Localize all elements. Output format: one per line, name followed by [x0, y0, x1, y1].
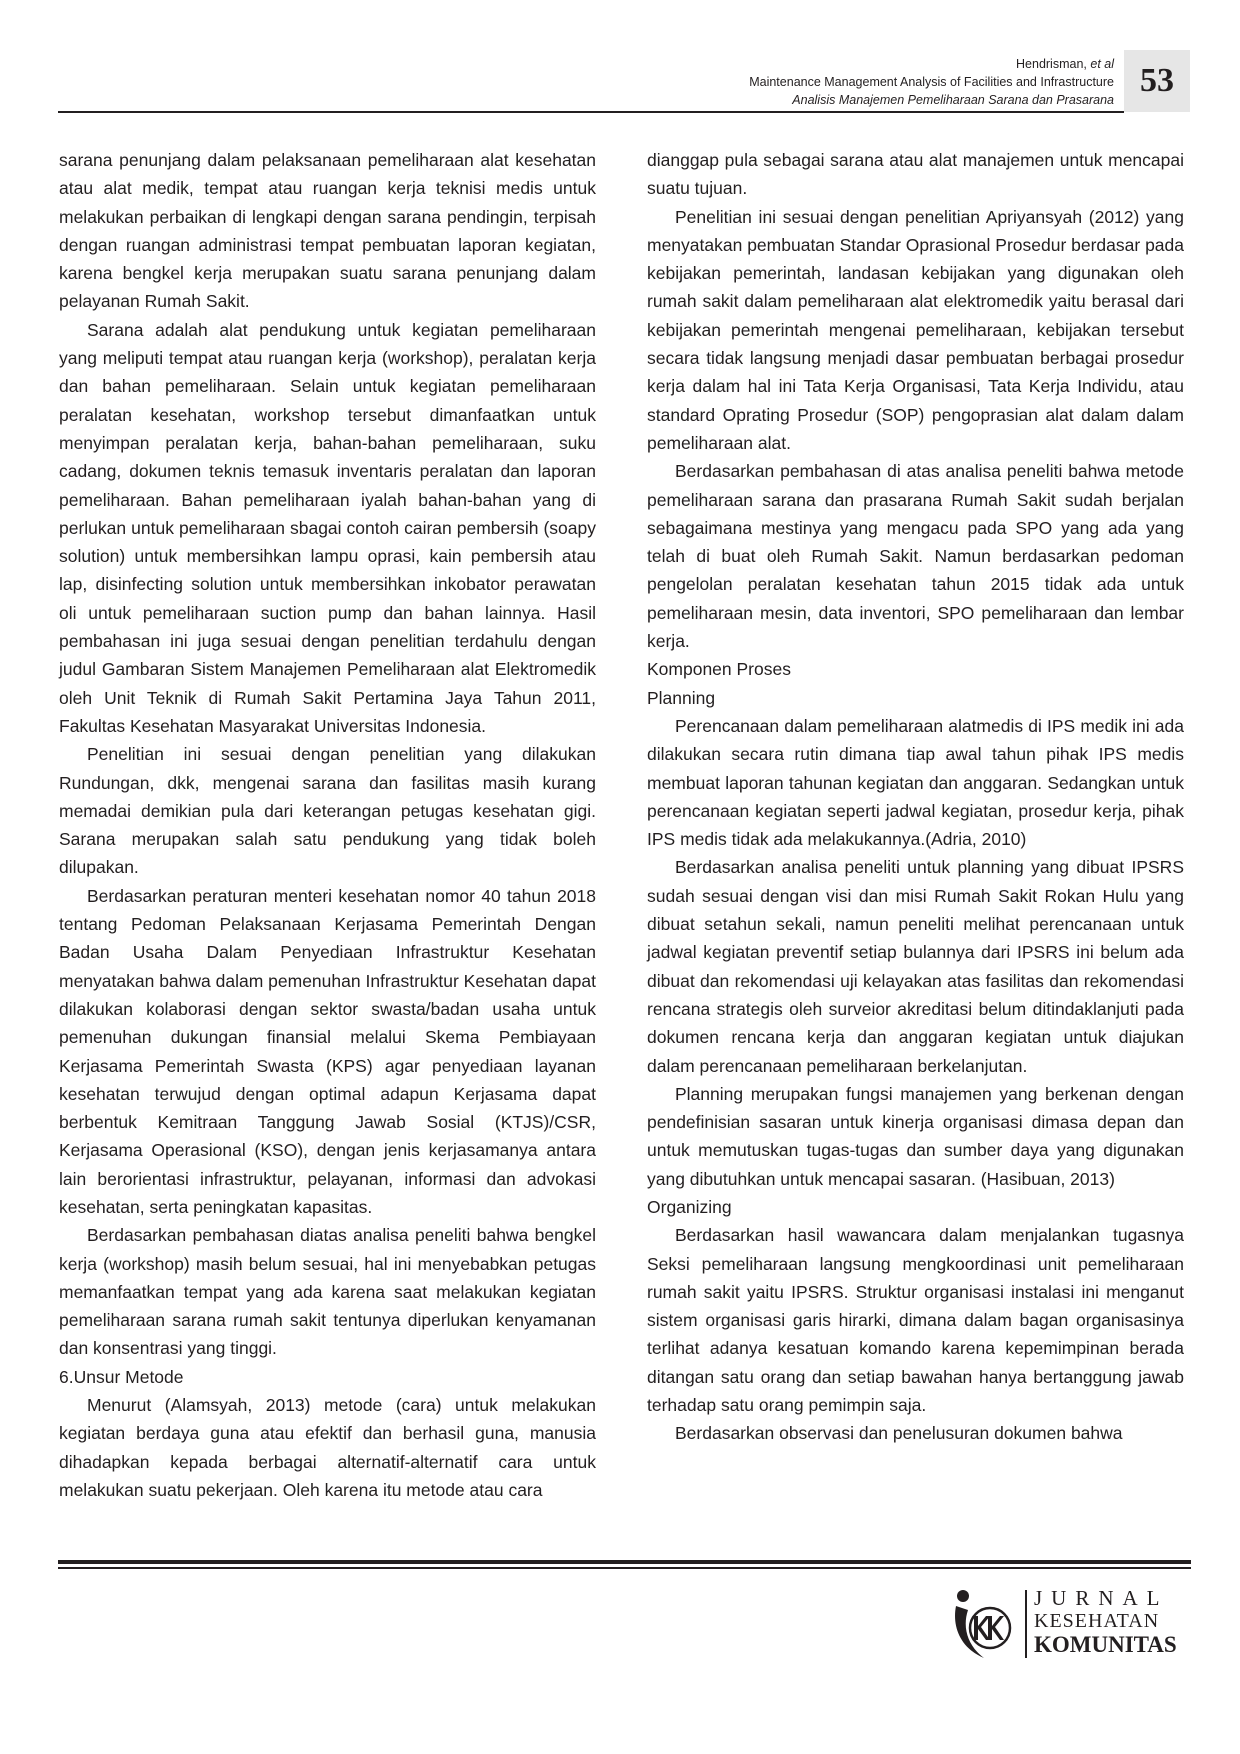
- journal-logo-icon: [950, 1586, 1020, 1666]
- header-title-id: Analisis Manajemen Pemeliharaan Sarana dan Prasarana: [792, 93, 1114, 107]
- header-title-en: Maintenance Management Analysis of Facilities and Infrastructure: [749, 75, 1114, 89]
- paragraph: Perencanaan dalam pemeliharaan alatmedis di IPS medik ini ada dilakukan secara rutin dimana tiap awal tahun pihak IPS medis membuat laporan tahunan kegiatan dan anggaran. Sedangkan untuk perencanaan kegiatan seperti jadwal kegiatan, prosedur kerja, pihak IPS medis tidak ada melakukannya.(Adria, 2010): [647, 715, 1184, 850]
- journal-name: [1034, 1586, 1194, 1658]
- left-column: [59, 146, 596, 1504]
- subsection-heading: Organizing: [647, 1196, 732, 1217]
- paragraph: Planning merupakan fungsi manajemen yang berkenan dengan pendefinisian sasaran untuk kinerja organisasi dimasa depan dan untuk memutuskan tugas-tugas dan sumber daya yang digunakan yang dibutuhkan untuk mencapai sasaran. (Hasibuan, 2013): [647, 1083, 1184, 1189]
- paragraph: Berdasarkan peraturan menteri kesehatan nomor 40 tahun 2018 tentang Pedoman Pelaksanaan Kerjasama Pemerintah Dengan Badan Usaha Dalam Penyediaan Infrastruktur Kesehatan menyatakan bahwa dalam pemenuhan Infrastruktur Kesehatan dapat dilakukan kolaborasi dengan sektor swasta/badan usaha untuk pemenuhan dukungan finansial melalui Skema Pembiayaan Kerjasama Pemerintah Swasta (KPS) agar penyediaan layanan kesehatan terwujud dengan optimal adapun Kerjasama dapat berbentuk Kemitraan Tanggung Jawab Sosial (KTJS)/CSR, Kerjasama Operasional (KSO), dengan jenis kerjasamanya antara lain berorientasi infrastruktur, pelayanan, informasi dan advokasi kesehatan, serta peningkatan kapasitas.: [59, 885, 597, 1217]
- running-header: [749, 55, 1114, 109]
- section-heading: 6.Unsur Metode: [59, 1366, 184, 1387]
- header-rule: [58, 111, 1124, 113]
- paragraph: Menurut (Alamsyah, 2013) metode (cara) untuk melakukan kegiatan berdaya guna atau efektif dan berhasil guna, manusia dihadapkan kepada berbagai alternatif-alternatif cara untuk melakukan suatu pekerjaan. Oleh karena itu metode atau cara: [59, 1395, 596, 1500]
- paragraph: Berdasarkan pembahasan di atas analisa peneliti bahwa metode pemeliharaan sarana dan prasarana Rumah Sakit sudah berjalan sebagaimana mestinya yang mengacu pada SPO yang ada yang telah di buat oleh Rumah Sakit. Namun berdasarkan pedoman pengelolan peralatan kesehatan tahun 2015 tidak ada untuk pemeliharaan mesin, data inventori, SPO pemeliharaan dan lembar kerja.: [647, 461, 1184, 652]
- logo-divider: [1025, 1590, 1027, 1658]
- paragraph: Berdasarkan pembahasan diatas analisa peneliti bahwa bengkel kerja (workshop) masih belum sesuai, hal ini menyebabkan petugas memanfaatkan tempat yang ada karena saat melakukan kegiatan pemeliharaan sarana rumah sakit tentunya diperlukan kenyamanan dan konsentrasi yang tinggi.: [59, 1225, 596, 1359]
- logo-line-komunitas: KOMUNITAS: [1034, 1632, 1177, 1657]
- right-column: [647, 146, 1184, 1448]
- paragraph: Sarana adalah alat pendukung untuk kegiatan pemeliharaan yang meliputi tempat atau ruangan kerja (workshop), peralatan kerja dan bahan pemeliharaan. Selain untuk kegiatan pemeliharaan peralatan kesehatan, workshop tersebut dimanfaatkan untuk menyimpan peralatan kerja, bahan-bahan pemeliharaan, suku cadang, dokumen teknis temasuk inventaris peralatan dan laporan pemeliharaan. Bahan pemeliharaan iyalah bahan-bahan yang di perlukan untuk pemeliharaan sbagai contoh cairan pembersih (soapy solution) untuk membersihkan lampu oprasi, kain pembersih atau lap, disinfecting solution untuk membersihkan inkobator perawatan oli untuk pemeliharaan suction pump dan bahan lainnya. Hasil pembahasan ini juga sesuai dengan penelitian terdahulu dengan judul Gambaran Sistem Manajemen Pemeliharaan alat Elektromedik oleh Unit Teknik di Rumah Sakit Pertamina Jaya Tahun 2011, Fakultas Kesehatan Masyarakat Universitas Indonesia.: [59, 319, 596, 736]
- logo-line-kesehatan: KESEHATAN: [1034, 1610, 1160, 1632]
- subsection-heading: Planning: [647, 687, 716, 708]
- paragraph: Penelitian ini sesuai dengan penelitian yang dilakukan Rundungan, dkk, mengenai sarana dan fasilitas masih kurang memadai demikian pula dari keterangan petugas kesehatan gigi. Sarana merupakan salah satu pendukung yang tidak boleh dilupakan.: [59, 744, 596, 878]
- journal-logo: [950, 1586, 1190, 1666]
- paragraph: Berdasarkan observasi dan penelusuran dokumen bahwa: [675, 1423, 1123, 1444]
- paragraph: sarana penunjang dalam pelaksanaan pemeliharaan alat kesehatan atau alat medik, tempat atau ruangan kerja teknisi medis untuk melakukan perbaikan di lengkapi dengan sarana pendingin, terpisah dengan ruangan administrasi tempat pembuatan laporan kegiatan, karena bengkel kerja merupakan suatu sarana penunjang dalam pelayanan Rumah Sakit.: [59, 150, 596, 312]
- paragraph: dianggap pula sebagai sarana atau alat manajemen untuk mencapai suatu tujuan.: [647, 150, 1184, 199]
- paragraph: Berdasarkan hasil wawancara dalam menjalankan tugasnya Seksi pemeliharaan langsung mengkoordinasi unit pemeliharaan rumah sakit yaitu IPSRS. Struktur organisasi instalasi ini menganut sistem organisasi garis hirarki, dimana dalam bagan organisasinya terlihat adanya kesatuan komando karena kepemimpinan berada ditangan satu orang dan setiap bawahan hanya bertanggung jawab terhadap satu orang pemimpin saja.: [647, 1225, 1184, 1416]
- page-number: 53: [1124, 50, 1190, 112]
- logo-line-jurnal: JURNAL: [1034, 1586, 1169, 1610]
- section-heading: Komponen Proses: [647, 659, 791, 680]
- paragraph: Penelitian ini sesuai dengan penelitian Apriyansyah (2012) yang menyatakan pembuatan Standar Oprasional Prosedur berdasar pada kebijakan pemerintah, landasan kebijakan yang digunakan oleh rumah sakit dalam pemeliharaan alat elektromedik yaitu berasal dari kebijakan pemerintah mengenai pemeliharaan, kebijakan tersebut secara tidak langsung menjadi dasar pembuatan berbagai prosedur kerja dalam hal ini Tata Kerja Organisasi, Tata Kerja Individu, atau standard Oprating Prosedur (SOP) pengoprasian alat dalam dalam pemeliharaan alat.: [647, 206, 1185, 453]
- page-header: [0, 0, 1240, 120]
- paragraph: Berdasarkan analisa peneliti untuk planning yang dibuat IPSRS sudah sesuai dengan visi dan misi Rumah Sakit Rokan Hulu yang dibuat setahun sekali, namun peneliti melihat perencanaan untuk jadwal kegiatan preventif setiap bulannya dari IPSRS ini belum ada dibuat dan rekomendasi uji kelayakan atas fasilitas dan rekomendasi rencana strategis oleh surveior akreditasi belum ditindaklanjuti pada dokumen rencana kerja dan anggaran kegiatan untuk diajukan dalam perencanaan pemeliharaan berkelanjutan.: [647, 857, 1184, 1076]
- footer-rule-thin: [58, 1567, 1191, 1569]
- header-author: Hendrisman, et al: [1016, 57, 1114, 71]
- footer-rule-thick: [58, 1560, 1191, 1564]
